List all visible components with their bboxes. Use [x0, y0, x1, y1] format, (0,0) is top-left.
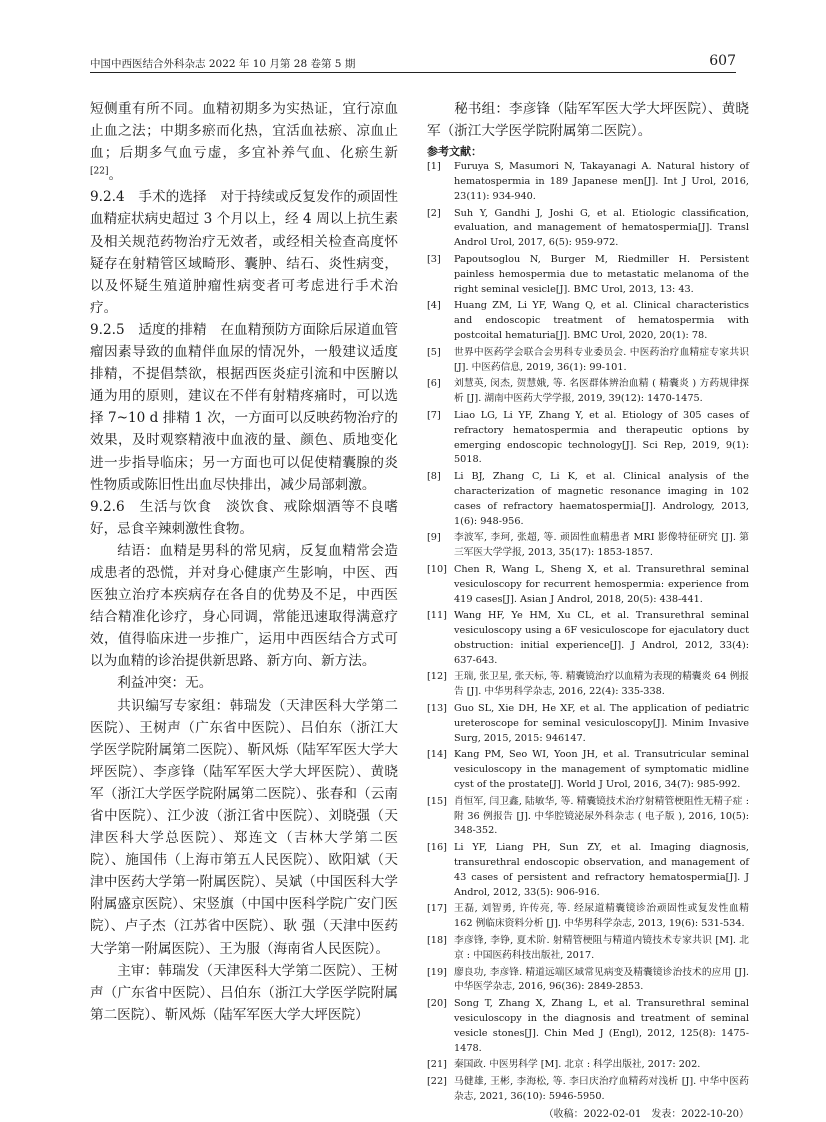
reference-text: Li BJ, Zhang C, Li K, et al. Clinical analysis of the characterization of magnetic resonance imaging in 102 cases of refractory haematospermia[J]. Andrology, 2013, 1(6): 948-956. — [454, 471, 749, 527]
paragraph-text: 短侧重有所不同。血精初期多为实热证，宜行凉血止血之法；中期多瘀而化热，宜活血祛瘀、凉血止血；后期多气血亏虚，多宜补养气血、化瘀生新 — [90, 101, 398, 162]
reference-number: [6] — [427, 378, 441, 390]
section-9-2-6 — [90, 496, 398, 540]
reference-item — [427, 609, 749, 668]
reference-number: [10] — [427, 563, 447, 575]
section-9-2-5 — [90, 319, 398, 496]
reference-item — [427, 702, 749, 746]
section-body: 对于持续或反复发作的顽固性血精症状病史超过 3 个月以上，经 4 周以上抗生素及相关规范药物治疗无效者，或经相关检查高度怀疑存在射精管区域畸形、囊肿、结石、炎性病变，以及怀疑生殖道肿瘤性病变者可考虑进行手术治疗。 — [90, 189, 398, 316]
section-body: 淡饮食、戒除烟酒等不良嗜好，忌食辛辣刺激性食物。 — [90, 498, 399, 537]
secretary-group: 秘书组：李彦锋（陆军军医大学大坪医院）、黄晓军（浙江大学医学院附属第二医院）。 — [427, 101, 749, 140]
reference-text: Guo SL, Xie DH, He XF, et al. The application of pediatric ureteroscope for seminal vesiculoscopy[J]. Minim Invasive Surg, 2015, 2015: 946147. — [454, 703, 749, 744]
paragraph-end: 。 — [108, 167, 123, 184]
right-column — [427, 98, 749, 1122]
reference-number: [19] — [427, 966, 447, 978]
reference-text: 王瑞, 张卫星, 张天标, 等. 精囊镜治疗以血精为表现的精囊炎 64 例报告 [J]. 中华男科学杂志, 2016, 22(4): 335-338. — [454, 671, 749, 698]
reference-item — [427, 409, 749, 468]
section-heading: 9.2.6 生活与饮食 — [90, 498, 212, 515]
reference-number: [21] — [427, 1059, 447, 1071]
reference-number: [22] — [427, 1076, 447, 1088]
reference-text: Huang ZM, Li YF, Wang Q, et al. Clinical characteristics and endoscopic treatment of hematospermia with postcoital hematuria[J]. BMC Urol, 2020, 20(1): 78. — [454, 300, 749, 341]
reference-item — [427, 531, 749, 561]
reference-text: 马健雄, 王彬, 李海松, 等. 李曰庆治疗血精药对浅析 [J]. 中华中医药杂志, 2021, 36(10): 5946-5950. — [454, 1076, 749, 1102]
reference-item — [427, 207, 749, 251]
reference-item — [427, 346, 749, 376]
reference-text: Suh Y, Gandhi J, Joshi G, et al. Etiologic classification, evaluation, and management of hematospermia[J]. Transl Androl Urol, 2017, 6(5): 959-972. — [454, 207, 749, 249]
reference-item — [427, 997, 749, 1056]
conclusion-paragraph: 结语：血精是男科的常见病，反复血精常会造成患者的恐慌，并对身心健康产生影响，中医、西医独立治疗本疾病存在各自的优势及不足，中西医结合精准化诊疗，身心同调，常能迅速取得满意疗效，值得临床进一步推广，运用中西医结合方式可以为血精的诊治提供新思路、新方向、新方法。 — [90, 542, 398, 670]
reference-item — [427, 748, 749, 792]
header-rule — [90, 72, 736, 73]
reference-text: Liao LG, Li YF, Zhang Y, et al. Etiology of 305 cases of refractory hematospermia and therapeutic options by emerging endoscopic technology[J]. Sci Rep, 2019, 9(1): 5018. — [454, 409, 749, 466]
reference-item — [427, 966, 749, 996]
reference-text: Li YF, Liang PH, Sun ZY, et al. Imaging diagnosis, transurethral endoscopic observation, and management of 43 cases of persistent and refractory hematospermia[J]. J Androl, 2012, 33(5): 906-916. — [454, 842, 749, 898]
reference-number: [12] — [427, 671, 447, 683]
references-heading: 参考文献： — [427, 145, 482, 159]
reference-text: 刘慧英, 闵杰, 贺慧娥, 等. 名医群体辨治血精 ( 精囊炎 ) 方药规律探析 [J]. 湖南中医药大学学报, 2019, 39(12): 1470-1475. — [454, 378, 749, 405]
reference-item — [427, 563, 749, 607]
reference-number: [9] — [427, 532, 441, 544]
section-body: 在血精预防方面除后尿道血管瘤因素导致的血精伴血尿的情况外，一般建议适度排精，不提倡禁欲，根据西医炎症引流和中医腑以通为用的原则，建议在不伴有射精疼痛时，可以选择 7~10 d 排精 1 次，一方面可以反映药物治疗的效果，及时观察精液中血液的量、颜色、质地变化进一步指导临床；另一方面也可以促使精囊腺的炎性物质或陈旧性出血尽快排出，减少局部刺激。 — [90, 321, 398, 493]
reference-text: Chen R, Wang L, Sheng X, et al. Transurethral seminal vesiculoscopy for recurrent hemospermia: experience from 419 cases[J]. Asian J Androl, 2018, 20(5): 438-441. — [454, 563, 749, 605]
conflict-statement: 利益冲突：无。 — [117, 675, 213, 692]
reference-number: [17] — [427, 903, 447, 915]
reference-item — [427, 253, 749, 297]
journal-title: 中国中西医结合外科杂志 2022 年 10 月第 28 卷第 5 期 — [90, 58, 356, 70]
reference-number: [1] — [427, 161, 441, 173]
reference-text: Kang PM, Seo WI, Yoon JH, et al. Transutricular seminal vesiculoscopy in the management of symptomatic midline cyst of the prostate[J]. World J Urol, 2016, 34(7): 985-992. — [454, 749, 749, 791]
reference-text: 肖恒军, 闫卫鑫, 陆敏华, 等. 精囊镜技术治疗射精管梗阻性无精子症 : 附 36 例报告 [J]. 中华腔镜泌尿外科杂志 ( 电子版 ), 2016, 10(5): 348-352. — [454, 795, 749, 837]
reference-item — [427, 160, 749, 204]
reference-number: [14] — [427, 749, 447, 761]
reference-number: [20] — [427, 998, 447, 1010]
section-9-2-4 — [90, 186, 398, 319]
chief-reviewers: 主审：韩瑞发（天津医科大学第二医院）、王树声（广东省中医院）、吕伯东（浙江大学医学院附属第二医院）、靳风烁（陆军军医大学大坪医院） — [90, 962, 398, 1023]
reference-number: [8] — [427, 471, 441, 483]
reference-number: [2] — [427, 207, 441, 219]
received-dates: （收稿：2022-02-01 发表：2022-10-20） — [543, 1108, 749, 1120]
reference-item — [427, 1075, 749, 1105]
reference-text: 王磊, 刘智勇, 许传亮, 等. 经尿道精囊镜诊治顽固性或复发性血精 162 例临床资料分析 [J]. 中华男科学杂志, 2013, 19(6): 531-534. — [454, 903, 749, 930]
reference-number: [11] — [427, 610, 447, 622]
page-header — [90, 53, 736, 72]
section-heading: 9.2.5 适度的排精 — [90, 321, 207, 338]
reference-text: 李波军, 李珂, 张超, 等. 顽固性血精患者 MRI 影像特征研究 [J]. 第三军医大学学报, 2013, 35(17): 1853-1857. — [454, 532, 749, 559]
reference-number: [18] — [427, 935, 447, 947]
reference-item — [427, 377, 749, 407]
reference-item — [427, 299, 749, 343]
reference-number: [3] — [427, 253, 441, 265]
reference-text: Song T, Zhang X, Zhang L, et al. Transurethral seminal vesiculoscopy in the diagnosis and treatment of seminal vesicle stones[J]. Chin Med J (Engl), 2012, 125(8): 1475-1478. — [454, 998, 749, 1054]
reference-number: [7] — [427, 409, 441, 421]
reference-number: [13] — [427, 703, 447, 715]
reference-item — [427, 470, 749, 529]
citation-ref: [22] — [90, 166, 109, 177]
left-column — [90, 98, 398, 1026]
reference-number: [5] — [427, 346, 441, 358]
reference-text: Papoutsoglou N, Burger M, Riedmiller H. Persistent painless hemospermia due to metastatic melanoma of the right seminal vesicle[J]. BMC Urol, 2013, 13: 43. — [454, 253, 749, 295]
reference-item — [427, 841, 749, 900]
reference-text: 世界中医药学会联合会男科专业委员会. 中医药治疗血精症专家共识 [J]. 中医药信息, 2019, 36(1): 99-101. — [454, 346, 749, 373]
reference-number: [15] — [427, 795, 447, 807]
paragraph-continued — [90, 98, 398, 186]
page-number: 607 — [709, 53, 736, 69]
reference-item — [427, 934, 749, 964]
reference-text: 廖良功, 李彦锋. 精道远端区域常见病变及精囊镜诊治技术的应用 [J]. 中华医学杂志, 2016, 96(36): 2849-2853. — [454, 966, 749, 993]
reference-list — [427, 160, 749, 1105]
reference-item — [427, 795, 749, 839]
expert-group: 共识编写专家组：韩瑞发（天津医科大学第二医院）、王树声（广东省中医院）、吕伯东（浙江大学医学院附属第二医院）、靳风烁（陆军军医大学大坪医院）、李彦锋（陆军军医大学大坪医院）、黄晓军（浙江大学医学院附属第二医院）、张春和（云南省中医院）、江少波（浙江省中医院）、刘晓强（天津医科大学总医院）、郑连文（吉林大学第二医院）、施国伟（上海市第五人民医院）、欧阳斌（天津中医药大学第一附属医院）、吴斌（中国医科大学附属盛京医院）、宋竖旗（中国中医科学院广安门医院）、卢子杰（江苏省中医院）、耿 强（天津中医药大学第一附属医院）、王为服（海南省人民医院）。 — [90, 697, 398, 957]
reference-text: Wang HF, Ye HM, Xu CL, et al. Transurethral seminal vesiculoscopy using a 6F vesiculoscope for ejaculatory duct obstruction: initial experience[J]. J Androl, 2012, 33(4): 637-643. — [454, 610, 749, 666]
reference-text: 李彦锋, 李铮, 夏术阶. 射精管梗阻与精道内镜技术专家共识 [M]. 北京 : 中国医药科技出版社, 2017. — [454, 935, 749, 961]
reference-item — [427, 1058, 749, 1073]
reference-number: [16] — [427, 842, 447, 854]
reference-text: 秦国政. 中医男科学 [M]. 北京 : 科学出版社, 2017: 202. — [454, 1059, 701, 1071]
reference-number: [4] — [427, 300, 441, 312]
reference-text: Furuya S, Masumori N, Takayanagi A. Natural history of hematospermia in 189 Japanese men[J]. Int J Urol, 2016, 23(11): 934-940. — [454, 161, 749, 202]
reference-item — [427, 670, 749, 700]
reference-item — [427, 902, 749, 932]
section-heading: 9.2.4 手术的选择 — [90, 189, 207, 206]
